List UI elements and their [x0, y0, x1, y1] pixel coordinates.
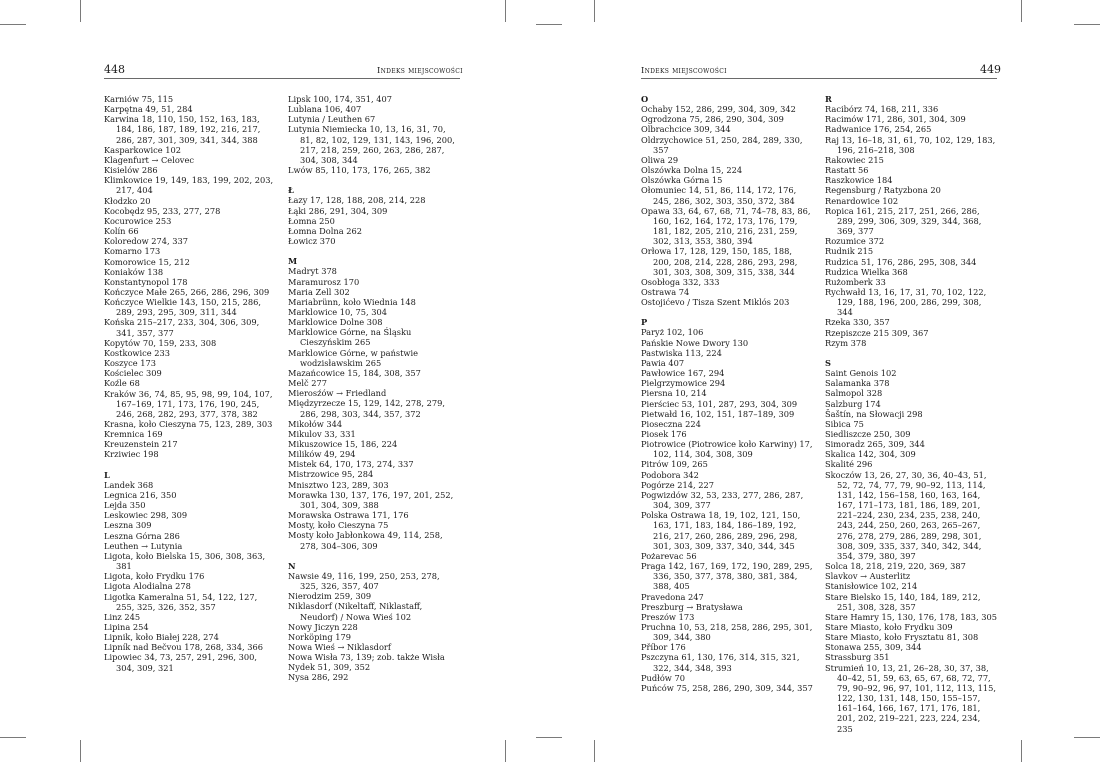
index-entry: Siedliszcze 250, 309 [825, 429, 911, 439]
running-head: Indeks miejscowości [641, 65, 727, 75]
index-entry: Niklasdorf (Nikeltaff, Niklastaff, Neudorf) / Nowa Wieś 102 [288, 601, 423, 622]
index-entry: Strumień 10, 13, 21, 26–28, 30, 37, 38, 40–42, 51, 59, 63, 65, 67, 68, 72, 77, 79, 90–92, 96, 97, 101, 112, 113, 115, 122, 130, 131, 148, 150, 155–157, 161–164, 166, 167, 171, 176, 181, 201, 202, 219–221, 223, 224, 234, 235 [825, 662, 996, 734]
index-entry: Pańskie Nowe Dwory 130 [641, 337, 749, 348]
index-entry: Ligota, koło Frydku 176 [104, 571, 205, 582]
index-entry: Skoczów 13, 26, 27, 30, 36, 40–43, 51, 52, 72, 74, 77, 79, 90–92, 113, 114, 131, 142, 156–158, 160, 163, 164, 167, 171–173, 181, 186, 189, 201, 221–224, 230, 234, 235, 238, 240, 243, 244, 250, 260, 263, 265–267, 276, 278, 279, 286, 289, 298, 301, 308, 309, 335, 337, 340, 342, 344, 354, 379, 380, 397 [825, 469, 987, 561]
index-entry: Strassburg 351 [825, 652, 890, 663]
index-entry: Stare Hamry 15, 130, 176, 178, 183, 305 [825, 611, 997, 622]
index-entry: Nowa Wieś → Niklasdorf [288, 641, 391, 652]
index-entry: Pawłowice 167, 294 [641, 368, 725, 379]
index-entry: Stonawa 255, 309, 344 [825, 642, 922, 653]
index-entry: Międzyrzecze 15, 129, 142, 278, 279, 286, 298, 303, 344, 357, 372 [288, 398, 445, 419]
index-entry: Oliwa 29 [641, 154, 679, 165]
index-entry: Sibica 75 [825, 418, 864, 429]
index-entry: Salmopol 328 [825, 388, 883, 399]
index-entry: Mistrzowice 95, 284 [288, 469, 374, 480]
index-entry: Norköping 179 [288, 631, 351, 642]
index-letter-heading: R [825, 94, 832, 104]
index-entry: Stare Miasto, koło Frysztatu 81, 308 [825, 632, 979, 643]
index-entry: Šaštín, na Słowacji 298 [825, 408, 923, 419]
index-entry: Saint Genois 102 [825, 368, 897, 379]
index-entry: Karniów 75, 115 [104, 94, 174, 104]
index-entry: Kraków 36, 74, 85, 95, 98, 99, 104, 107, 167–169, 171, 173, 176, 190, 245, 246, 268, 282, 293, 377, 378, 382 [104, 388, 273, 419]
index-entry: Pawia 407 [641, 357, 685, 368]
index-entry: Ostrawa 74 [641, 286, 690, 297]
header-rule [104, 78, 460, 79]
index-entry: Ostojićevo / Tisza Szent Miklós 203 [641, 297, 790, 308]
index-entry: Lipnik, koło Białej 228, 274 [104, 632, 219, 643]
index-letter-heading: N [288, 560, 296, 571]
index-entry: Komarno 173 [104, 246, 161, 257]
index-entry: Morawka 130, 137, 176, 197, 201, 252, 301, 304, 309, 388 [288, 489, 454, 510]
index-entry: Olbrachcice 309, 344 [641, 124, 731, 135]
index-entry: Ropica 161, 215, 217, 251, 266, 286, 289, 299, 306, 309, 329, 344, 368, 369, 377 [825, 205, 982, 237]
index-entry: Klimkowice 19, 149, 183, 199, 202, 203, 217, 404 [104, 175, 274, 196]
index-entry: Racibórz 74, 168, 211, 336 [825, 104, 939, 115]
index-letter-heading: M [288, 256, 298, 267]
index-entry: Rudzica 51, 176, 286, 295, 308, 344 [825, 256, 977, 267]
index-entry: Puńców 75, 258, 286, 290, 309, 344, 357 [641, 682, 813, 693]
index-entry: Kończyce Wielkie 143, 150, 215, 286, 289, 293, 295, 309, 311, 344 [104, 297, 261, 318]
index-entry: Solca 18, 218, 219, 220, 369, 387 [825, 561, 966, 572]
index-entry: Pudłów 70 [641, 672, 685, 683]
index-entry: Nierodzim 259, 309 [288, 591, 372, 602]
page-number: 448 [104, 63, 125, 76]
index-entry: Marklowice 10, 75, 304 [288, 306, 387, 317]
index-entry: Rudnik 215 [825, 246, 874, 257]
index-entry: Mariabrünn, koło Wiednia 148 [288, 296, 416, 307]
index-entry: Ołomuniec 14, 51, 86, 114, 172, 176, 245, 286, 302, 303, 350, 372, 384 [641, 185, 797, 206]
index-entry: Nydek 51, 309, 352 [288, 662, 371, 673]
index-entry: Preszów 173 [641, 611, 695, 622]
index-entry: Kończyce Małe 265, 266, 286, 296, 309 [104, 286, 270, 297]
index-entry: Skalica 142, 304, 309 [825, 449, 916, 460]
index-entry: Maria Zell 302 [288, 286, 350, 297]
index-entry: Pogórze 214, 227 [641, 479, 714, 490]
index-entry: Mosty koło Jabłonkowa 49, 114, 258, 278, 304–306, 309 [288, 530, 443, 551]
index-entry: Leskowiec 298, 309 [104, 510, 188, 521]
index-entry: Opawa 33, 64, 67, 68, 71, 74–78, 83, 86, 160, 162, 164, 172, 173, 176, 179, 181, 182, 205, 210, 216, 231, 259, 302, 313, 353, 380, 394 [641, 205, 811, 247]
index-entry: Mikulov 33, 331 [288, 428, 356, 439]
right-page [550, 0, 1100, 762]
index-entry: Piotrowice (Piotrowice koło Karwiny) 17, 102, 114, 304, 308, 309 [641, 439, 813, 460]
index-entry: Mistek 64, 170, 173, 274, 337 [288, 459, 414, 470]
index-entry: Kasparkowice 102 [104, 144, 181, 155]
index-entry: Příbor 176 [641, 642, 686, 653]
index-entry: Pogwizdów 32, 53, 233, 277, 286, 287, 304, 309, 377 [641, 489, 804, 511]
index-entry: Karwina 18, 110, 150, 152, 163, 183, 184, 186, 187, 189, 192, 216, 217, 286, 287, 301, 309, 341, 344, 388 [104, 114, 261, 145]
index-entry: Kocobędz 95, 233, 277, 278 [104, 205, 221, 216]
index-entry: Lipina 254 [104, 621, 149, 632]
index-entry: Renardowice 102 [825, 195, 899, 206]
index-entry: Koniaków 138 [104, 266, 164, 277]
index-entry: Marklowice Dolne 308 [288, 317, 383, 328]
index-entry: Marklowice Górne, w państwie wodzisławskim 265 [288, 347, 419, 368]
index-entry: Stanisłowice 102, 214 [825, 581, 918, 592]
index-entry: Rzym 378 [825, 337, 867, 348]
index-entry: Salamanka 378 [825, 378, 890, 389]
index-entry: Mikołów 344 [288, 418, 343, 429]
index-entry: Pitrów 109, 265 [641, 459, 708, 470]
index-entry: Kościelec 309 [104, 368, 162, 379]
index-entry: Koloredow 274, 337 [104, 236, 189, 247]
index-entry: Lejda 350 [104, 500, 146, 511]
index-entry: Pioseczna 224 [641, 418, 701, 429]
index-entry: Melč 277 [288, 378, 327, 389]
index-entry: Nysa 286, 292 [288, 672, 349, 683]
index-entry: Orłowa 17, 128, 129, 150, 185, 188, 200, 208, 214, 228, 286, 293, 298, 301, 303, 308, 309, 315, 338, 344 [641, 246, 798, 277]
index-entry: Kłodzko 20 [104, 195, 151, 206]
index-column [641, 94, 813, 693]
index-entry: Paryż 102, 106 [641, 327, 704, 338]
index-entry: Łomna 250 [288, 215, 335, 226]
index-entry: Slavkov → Austerlitz [825, 571, 911, 582]
index-entry: Simoradz 265, 309, 344 [825, 439, 925, 450]
index-letter-heading: S [825, 357, 831, 368]
index-entry: Pszczyna 61, 130, 176, 314, 315, 321, 322, 344, 348, 393 [641, 652, 800, 673]
index-entry: Lipowiec 34, 73, 257, 291, 296, 300, 304, 309, 321 [104, 652, 258, 673]
index-entry: Osobłoga 332, 333 [641, 276, 720, 287]
index-entry: Morawska Ostrawa 171, 176 [288, 510, 409, 521]
index-entry: Kreuzenstein 217 [104, 439, 178, 450]
index-entry: Rozumice 372 [825, 236, 885, 247]
index-entry: Salzburg 174 [825, 398, 881, 409]
index-entry: Praga 142, 167, 169, 172, 190, 289, 295, 336, 350, 377, 378, 380, 381, 384, 388, 405 [641, 561, 813, 592]
index-entry: Preszburg → Bratysława [641, 601, 743, 612]
index-letter-heading: P [641, 317, 648, 328]
index-entry: Końska 215–217, 233, 304, 306, 309, 341, 357, 377 [104, 317, 260, 338]
index-entry: Ligota, koło Bielska 15, 306, 308, 363, 381 [104, 550, 266, 572]
index-entry: Milików 49, 294 [288, 449, 356, 460]
index-column [288, 94, 460, 683]
index-entry: Lutynia Niemiecka 10, 13, 16, 31, 70, 81, 82, 102, 129, 131, 143, 196, 200, 217, 218, 259, 260, 263, 286, 287, 304, 308, 344 [288, 124, 455, 165]
index-entry: Piersna 10, 214 [641, 388, 707, 399]
index-letter-heading: L [104, 469, 110, 480]
index-entry: Raj 13, 16–18, 31, 61, 70, 102, 129, 183, 196, 216–218, 308 [825, 134, 996, 155]
index-entry: Mosty, koło Cieszyna 75 [288, 520, 389, 531]
index-entry: Rastatt 56 [825, 165, 869, 176]
index-entry: Karpętna 49, 51, 284 [104, 104, 193, 115]
index-entry: Leszna Górna 286 [104, 530, 180, 541]
index-entry: Rakowiec 215 [825, 154, 884, 165]
index-entry: Radwanice 176, 254, 265 [825, 124, 932, 135]
index-entry: Leuthen → Lutynia [104, 540, 183, 551]
index-entry: Kolín 66 [104, 226, 139, 237]
index-entry: Rzeka 330, 357 [825, 317, 890, 328]
index-entry: Pravedona 247 [641, 591, 704, 602]
index-entry: Kostkowice 233 [104, 347, 170, 358]
index-entry: Polska Ostrawa 18, 19, 102, 121, 150, 163, 171, 183, 184, 186–189, 192, 216, 217, 260, 286, 289, 296, 298, 301, 303, 309, 337, 340, 344, 345 [641, 510, 801, 551]
index-entry: Pierściec 53, 101, 287, 293, 304, 309 [641, 398, 798, 409]
index-entry: Landek 368 [104, 479, 154, 490]
index-column [825, 94, 997, 734]
index-entry: Olszówka Dolna 15, 224 [641, 165, 743, 176]
index-entry: Konstantynopol 178 [104, 276, 188, 287]
index-entry: Łąki 286, 291, 304, 309 [288, 205, 388, 216]
index-entry: Ligotka Kameralna 51, 54, 122, 127, 255, 325, 326, 352, 357 [104, 591, 258, 612]
index-entry: Mazańcowice 15, 184, 308, 357 [288, 367, 421, 378]
index-entry: Pielgrzymowice 294 [641, 378, 726, 389]
index-entry: Nawsie 49, 116, 199, 250, 253, 278, 325, 326, 357, 407 [288, 570, 440, 592]
index-entry: Łowicz 370 [288, 236, 336, 247]
page-number: 449 [980, 63, 1001, 76]
index-entry: Racimów 171, 286, 301, 304, 309 [825, 114, 966, 125]
index-entry: Rychwałd 13, 16, 17, 31, 70, 102, 122, 129, 188, 196, 200, 286, 299, 308, 344 [825, 286, 987, 318]
index-entry: Kremnica 169 [104, 429, 163, 440]
index-entry: Rudzica Wielka 368 [825, 266, 908, 277]
index-entry: Mierosźów → Friedland [288, 388, 387, 399]
index-entry: Pożarevac 56 [641, 550, 697, 561]
index-entry: Ligota Alodialna 278 [104, 581, 191, 592]
index-entry: Koźle 68 [104, 378, 140, 389]
index-entry: Pruchna 10, 53, 218, 258, 286, 295, 301, 309, 344, 380 [641, 621, 813, 643]
index-entry: Nowa Wisła 73, 139; zob. także Wisła [288, 652, 445, 663]
index-entry: Stare Miasto, koło Frydku 309 [825, 621, 953, 632]
index-entry: Regensburg / Ratyzbona 20 [825, 185, 941, 196]
index-entry: Łomna Dolna 262 [288, 225, 362, 236]
running-head: Indeks miejscowości [377, 65, 463, 75]
index-entry: Kopytów 70, 159, 233, 308 [104, 337, 217, 348]
index-entry: Kisielów 286 [104, 165, 158, 176]
index-entry: Stare Bielsko 15, 140, 184, 189, 212, 251, 308, 328, 357 [825, 591, 981, 612]
index-entry: Ochaby 152, 286, 299, 304, 309, 342 [641, 104, 796, 115]
index-entry: Legnica 216, 350 [104, 489, 177, 500]
index-entry: Lwów 85, 110, 173, 176, 265, 382 [288, 165, 431, 176]
index-entry: Rzepiszcze 215 309, 367 [825, 327, 929, 338]
header-rule [641, 78, 997, 79]
index-entry: Lipník nad Bečvou 178, 268, 334, 366 [104, 642, 263, 653]
index-entry: Podobora 342 [641, 469, 699, 480]
index-entry: Piosek 176 [641, 429, 687, 439]
index-letter-heading: O [641, 94, 649, 104]
index-entry: Nowy Jiczyn 228 [288, 621, 358, 632]
index-entry: Ogrodzona 75, 286, 290, 304, 309 [641, 114, 784, 125]
index-entry: Skalité 296 [825, 459, 873, 470]
index-entry: Łazy 17, 128, 188, 208, 214, 228 [288, 195, 426, 206]
index-entry: Lublana 106, 407 [288, 104, 362, 115]
index-entry: Rużomberk 33 [825, 276, 886, 287]
index-entry: Krasna, koło Cieszyna 75, 123, 289, 303 [104, 419, 273, 429]
index-entry: Pietwałd 16, 102, 151, 187–189, 309 [641, 408, 795, 419]
index-entry: Lutynia / Leuthen 67 [288, 114, 376, 125]
index-entry: Kocurowice 253 [104, 215, 172, 226]
index-entry: Linz 245 [104, 611, 141, 622]
index-entry: Pastwiska 113, 224 [641, 347, 722, 358]
index-entry: Marklowice Górne, na Śląsku Cieszyńskim 265 [288, 327, 412, 348]
index-column [104, 94, 276, 673]
index-letter-heading: Ł [288, 185, 294, 196]
index-entry: Komorowice 15, 212 [104, 256, 190, 267]
index-entry: Lipsk 100, 174, 351, 407 [288, 94, 392, 104]
index-entry: Maramurosz 170 [288, 276, 360, 287]
index-entry: Koszyce 173 [104, 358, 157, 369]
index-entry: Olszówka Górna 15 [641, 175, 723, 186]
index-entry: Krziwiec 198 [104, 449, 159, 460]
index-entry: Leszna 309 [104, 520, 152, 531]
index-entry: Raszkowice 184 [825, 175, 893, 186]
index-entry: Klagenfurt → Celovec [104, 154, 194, 165]
index-entry: Mnisztwo 123, 289, 303 [288, 479, 389, 490]
index-entry: Oldrzychowice 51, 250, 284, 289, 330, 357 [641, 134, 803, 155]
index-entry: Mikuszowice 15, 186, 224 [288, 439, 398, 449]
index-entry: Madryt 378 [288, 266, 337, 277]
